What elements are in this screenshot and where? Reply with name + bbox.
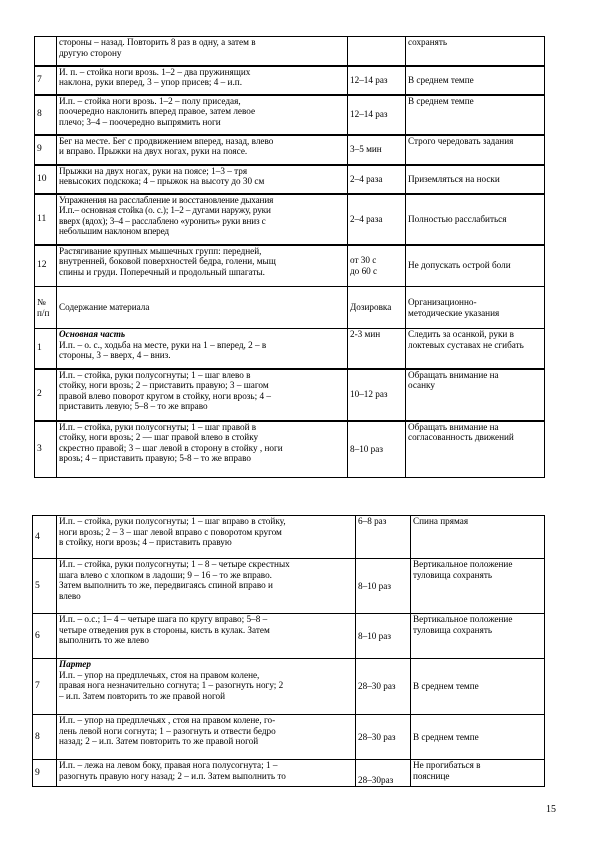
row-number: 8 [35,95,57,135]
header-number: № п/п [35,287,57,329]
table-row [35,95,545,135]
row-number: 7 [33,659,57,715]
row-number: 10 [35,165,57,194]
row-dose: 8–10 раз [356,614,411,659]
table-row [35,421,545,478]
row-notes: Обращать внимание на согласованность движений [406,421,545,478]
row-dose: 28–30 раз [356,659,411,715]
section-title: Основная часть [59,329,126,339]
row-dose: 28–30раз [356,760,411,787]
row-notes: Следить за осанкой, руки в локтевых суставах не сгибать [406,329,545,369]
row-dose: 3–5 мин [348,135,406,165]
table-row [35,369,545,421]
row-content: И. п. – стойка ноги врозь. 1–2 – два пружинящих наклона, руки вперед, 3 – упор присев; 4 – и.п. [57,66,348,95]
table-row [33,516,545,559]
row-dose: 28–30 раз [356,715,411,760]
row-content: И.п. – лежа на левом боку, правая нога полусогнута; 1 – разогнуть правую ногу назад; 2 – и.п. Затем выполнить то [57,760,356,787]
row-content: И.п. – стойка, руки полусогнуты; 1 – 8 – четыре скрестных шага влево с хлопком в ладоши; 9 – 16 – то же вправо. Затем выполнить то же, передвигаясь спиной вправо и влево [57,559,356,614]
row-notes: В среднем темпе [406,66,545,95]
row-number: 6 [33,614,57,659]
table-row [33,659,545,715]
row-notes: Вертикальное положение туловища сохранять [411,614,545,659]
table-row [35,135,545,165]
row-number: 7 [35,66,57,95]
table-row [33,715,545,760]
row-content: И.п. – стойка, руки полусогнуты; 1 – шаг правой в стойку, ноги врозь; 2 — шаг правой влево в стойку скрестно правой; 3 – шаг левой в сторону в стойку , ноги врозь; 4 – приставить правую; 5-8 – то же вправо [57,421,348,478]
row-dose: от 30 с до 60 с [348,245,406,287]
table-row [35,165,545,194]
row-dose: 2–4 раза [348,194,406,245]
row-notes: В среднем темпе [411,659,545,715]
row-content: Основная часть И.п. – о. с., ходьба на месте, руки на 1 – вперед, 2 – в стороны, 3 – вверх, 4 – вниз. [57,329,348,369]
row-number: 3 [35,421,57,478]
row-number [35,37,57,66]
row-number: 5 [33,559,57,614]
row-content: И.п. – упор на предплечьях , стоя на правом колене, го- лень левой ноги согнута; 1 – разогнуть и отвести бедро назад; 2 – и.п. Затем повторить то же правой ногой [57,715,356,760]
row-dose: 2-3 мин [348,329,406,369]
row-number: 12 [35,245,57,287]
row-content: Прыжки на двух ногах, руки на поясе; 1–3 – тря невысоких подскока; 4 – прыжок на высоту до 30 см [57,165,348,194]
row-number: 9 [35,135,57,165]
header-dose: Дозировка [348,287,406,329]
row-notes: Строго чередовать задания [406,135,545,165]
table-header-row [35,287,545,329]
row-dose: 8–10 раз [348,421,406,478]
row-number: 9 [33,760,57,787]
section-title: Партер [59,659,91,669]
row-content: И.п. – о.с.; 1– 4 – четыре шага по кругу вправо; 5–8 – четыре отведения рук в стороны, кисть в кулак. Затем выполнить то же влево [57,614,356,659]
row-number: 8 [33,715,57,760]
row-content: Партер И.п. – упор на предплечьях, стоя на правом колене, правая нога незначительно согнута; 1 – разогнуть ногу; 2 – и.п. Затем повторить то же правой ногой [57,659,356,715]
row-notes: Не прогибаться в пояснице [411,760,545,787]
row-dose: 8–10 раз [356,559,411,614]
row-dose: 2–4 раза [348,165,406,194]
header-notes: Организационно- методические указания [406,287,545,329]
row-dose: 12–14 раз [348,95,406,135]
row-content: Упражнения на расслабление и восстановление дыхания И.п.– основная стойка (о. с.); 1–2 – дугами наружу, руки вверх (вдох); 3–4 – расслаблено «уронить» руки вниз с небольшим наклоном вперед [57,194,348,245]
row-content: Растягивание крупных мышечных групп: передней, внутренней, боковой поверхностей бедра, голени, мыщ спины и груди. Поперечный и продольный шпагаты. [57,245,348,287]
row-notes: Приземляться на носки [406,165,545,194]
row-dose [348,37,406,66]
row-notes: В среднем темпе [411,715,545,760]
row-notes: Полностью расслабиться [406,194,545,245]
header-content: Содержание материала [57,287,348,329]
table-row [33,614,545,659]
row-notes: Спина прямая [411,516,545,559]
row-notes: В среднем темпе [406,95,545,135]
table-row [33,559,545,614]
row-dose: 6–8 раз [356,516,411,559]
row-dose: 12–14 раз [348,66,406,95]
row-notes: Вертикальное положение туловища сохранять [411,559,545,614]
exercise-table-bottom [32,515,545,787]
row-notes: Обращать внимание на осанку [406,369,545,421]
row-content: И.п. – стойка, руки полусогнуты; 1 – шаг вправо в стойку, ноги врозь; 2 – 3 – шаг левой вправо с поворотом кругом в стойку, ноги врозь; 4 – приставить правую [57,516,356,559]
row-number: 11 [35,194,57,245]
table-row [35,329,545,369]
table-row [33,760,545,787]
table-row [35,66,545,95]
row-content: И.п. – стойка, руки полусогнуты; 1 – шаг влево в стойку, ноги врозь; 2 – приставить правую; 3 – шагом правой влево поворот кругом в стойку, ноги врозь; 4 – приставить левую; 5–8 – то же вправо [57,369,348,421]
row-dose: 10–12 раз [348,369,406,421]
table-row [35,37,545,66]
row-number: 1 [35,329,57,369]
row-number: 4 [33,516,57,559]
exercise-table-top [34,36,545,478]
row-content: И.п. – стойка ноги врозь. 1–2 – полу приседая, поочередно наклонить вперед правое, затем левое плечо; 3–4 – поочередно выпрямить ноги [57,95,348,135]
row-content: Бег на месте. Бег с продвижением вперед, назад, влево и вправо. Прыжки на двух ногах, руки на поясе. [57,135,348,165]
table-row [35,245,545,287]
row-number: 2 [35,369,57,421]
row-content: стороны – назад. Повторить 8 раз в одну, а затем в другую сторону [57,37,348,66]
page-number: 15 [546,804,556,815]
table-row [35,194,545,245]
row-notes: Не допускать острой боли [406,245,545,287]
row-notes: сохранять [406,37,545,66]
